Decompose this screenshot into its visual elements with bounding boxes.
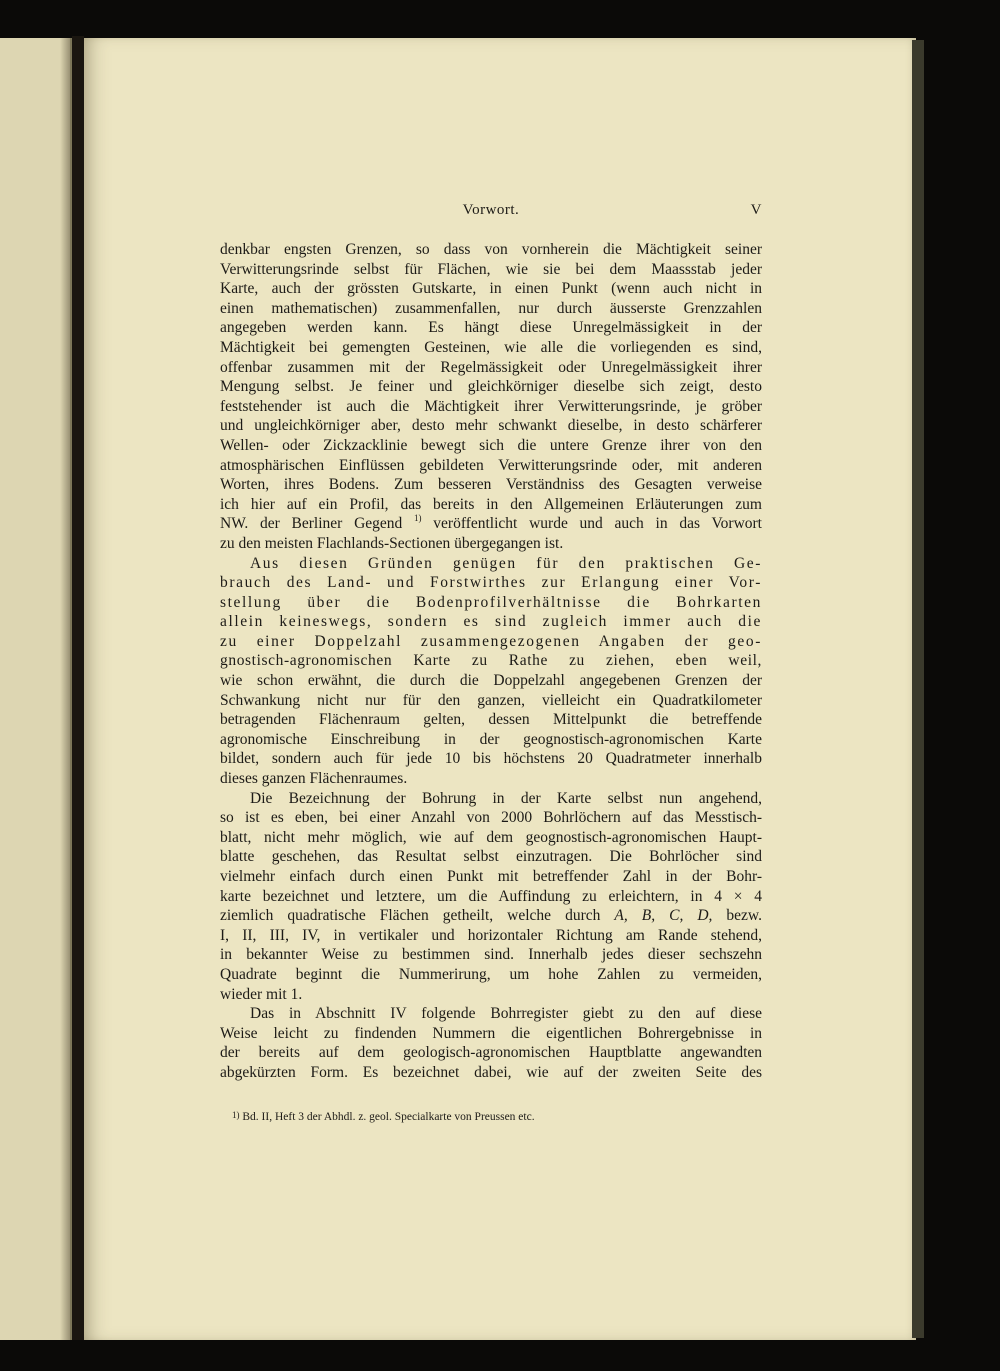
text-line: agronomische Einschreibung in der geognostisch-agronomischen Karte [220,730,762,748]
text-line: wie schon erwähnt, die durch die Doppelzahl angegebenen Grenzen der [220,672,762,690]
text-line: wieder mit 1. [220,985,303,1003]
text-line: feststehender ist auch die Mächtigkeit ihrer Verwitterungsrinde, je gröber [220,397,762,415]
text-line: Mächtigkeit bei gemengten Gesteinen, wie alle die vorliegenden es sind, [220,338,762,356]
text-line-with-italics [220,906,762,926]
footnote [232,1111,762,1123]
text-line: gnostisch-agronomischen Karte zu Rathe zu ziehen, eben weil, [220,652,762,670]
book-gutter [72,36,84,1340]
text-line: blatt, nicht mehr möglich, wie auf dem geognostisch-agronomischen Haupt- [220,828,762,846]
line-part: ziemlich quadratische Flächen getheilt, welche durch [220,907,601,925]
header-title: Vorwort. [462,202,520,218]
text-line-spaced: zu einer Doppelzahl zusammengezogenen Angaben der geo- [220,632,762,650]
text-line: und ungleichkörniger aber, desto mehr schwankt dieselbe, in desto schärferer [220,417,762,435]
text-line: Quadrate beginnt die Nummerirung, um hohe Zahlen zu vermeiden, [220,965,762,983]
footnote-text: Bd. II, Heft 3 der Abhdl. z. geol. Specialkarte von Preussen etc. [239,1111,535,1123]
line-part: veröffentlicht wurde und auch in das Vorwort [421,515,762,533]
text-line-with-footnote-ref [220,514,762,534]
footnote-ref: 1) [414,513,422,524]
text-line: Weise leicht zu findenden Nummern die eigentlichen Bohrergebnisse in [220,1024,762,1042]
text-line: einen mathematischen) zusammenfallen, nur durch äusserste Grenzzahlen [220,299,762,317]
text-line: angegeben werden kann. Es hängt diese Unregelmässigkeit in der [220,319,762,337]
text-line: Worten, ihres Bodens. Zum besseren Verständniss des Gesagten verweise [220,476,762,494]
text-line: blatte geschehen, das Resultat selbst einzutragen. Die Bohrlöcher sind [220,848,762,866]
italic-letters: A, B, C, D, [614,907,713,925]
page-number: V [750,202,762,218]
page-stack-edge [912,40,924,1338]
footnote-marker: 1) [232,1110,240,1120]
text-line: der bereits auf dem geologisch-agronomischen Hauptblatte angewandten [220,1044,762,1062]
text-line: Schwankung nicht nur für den ganzen, vielleicht ein Quadratkilometer [220,691,762,709]
text-line-spaced: stellung über die Bodenprofilverhältnisse die Bohrkarten [220,593,762,611]
text-line: Karte, auch der grössten Gutskarte, in einen Punkt (wenn auch nicht in [220,280,762,298]
text-line: Wellen- oder Zickzacklinie bewegt sich die untere Grenze ihrer von den [220,436,762,454]
text-line: abgekürzten Form. Es bezeichnet dabei, wie auf der zweiten Seite des [220,1063,762,1081]
line-part: bezw. [712,907,762,925]
running-header [220,202,762,222]
text-line: Verwitterungsrinde selbst für Flächen, wie sie bei dem Maassstab jeder [220,260,762,278]
text-line: Das in Abschnitt IV folgende Bohrregister giebt zu den auf diese [250,1005,762,1023]
line-part: NW. der Berliner Gegend [220,515,403,533]
text-line: so ist es eben, bei einer Anzahl von 2000 Bohrlöchern auf das Messtisch- [220,809,762,827]
text-line: betragenden Flächenraum gelten, dessen Mittelpunkt die betreffende [220,711,762,729]
text-line: Mengung selbst. Je feiner und gleichkörniger dieselbe sich zeigt, desto [220,378,762,396]
body-text [220,240,762,1083]
text-line-spaced: Aus diesen Gründen genügen für den praktischen Ge- [250,554,762,572]
text-line: dieses ganzen Flächenraumes. [220,770,408,788]
text-line: I, II, III, IV, in vertikaler und horizontaler Richtung am Rande stehend, [220,926,762,944]
text-line: denkbar engsten Grenzen, so dass von vornherein die Mächtigkeit seiner [220,241,762,258]
text-line: zu den meisten Flachlands-Sectionen übergegangen ist. [220,534,564,552]
text-line-spaced: allein keineswegs, sondern es sind zugleich immer auch die [220,613,762,631]
previous-page-edge [0,38,72,1340]
text-line: bildet, sondern auch für jede 10 bis höchstens 20 Quadratmeter innerhalb [220,750,762,768]
text-line: vielmehr einfach durch einen Punkt mit betreffender Zahl in der Bohr- [220,868,762,885]
text-line-spaced: brauch des Land- und Forstwirthes zur Erlangung einer Vor- [220,574,762,592]
text-line: offenbar zusammen mit der Regelmässigkeit oder Unregelmässigkeit ihrer [220,358,762,376]
text-line: atmosphärischen Einflüssen gebildeten Verwitterungsrinde oder, mit anderen [220,456,762,474]
page-fold-shadow [60,38,70,1340]
text-line: in bekannter Weise zu bestimmen sind. Innerhalb jedes dieser sechszehn [220,946,762,964]
text-line: ich hier auf ein Profil, das bereits in den Allgemeinen Erläuterungen zum [220,495,762,513]
text-line: Die Bezeichnung der Bohrung in der Karte selbst nun angehend, [250,789,762,807]
text-line: karte bezeichnet und letztere, um die Auffindung zu erleichtern, in 4 × 4 [220,887,762,905]
